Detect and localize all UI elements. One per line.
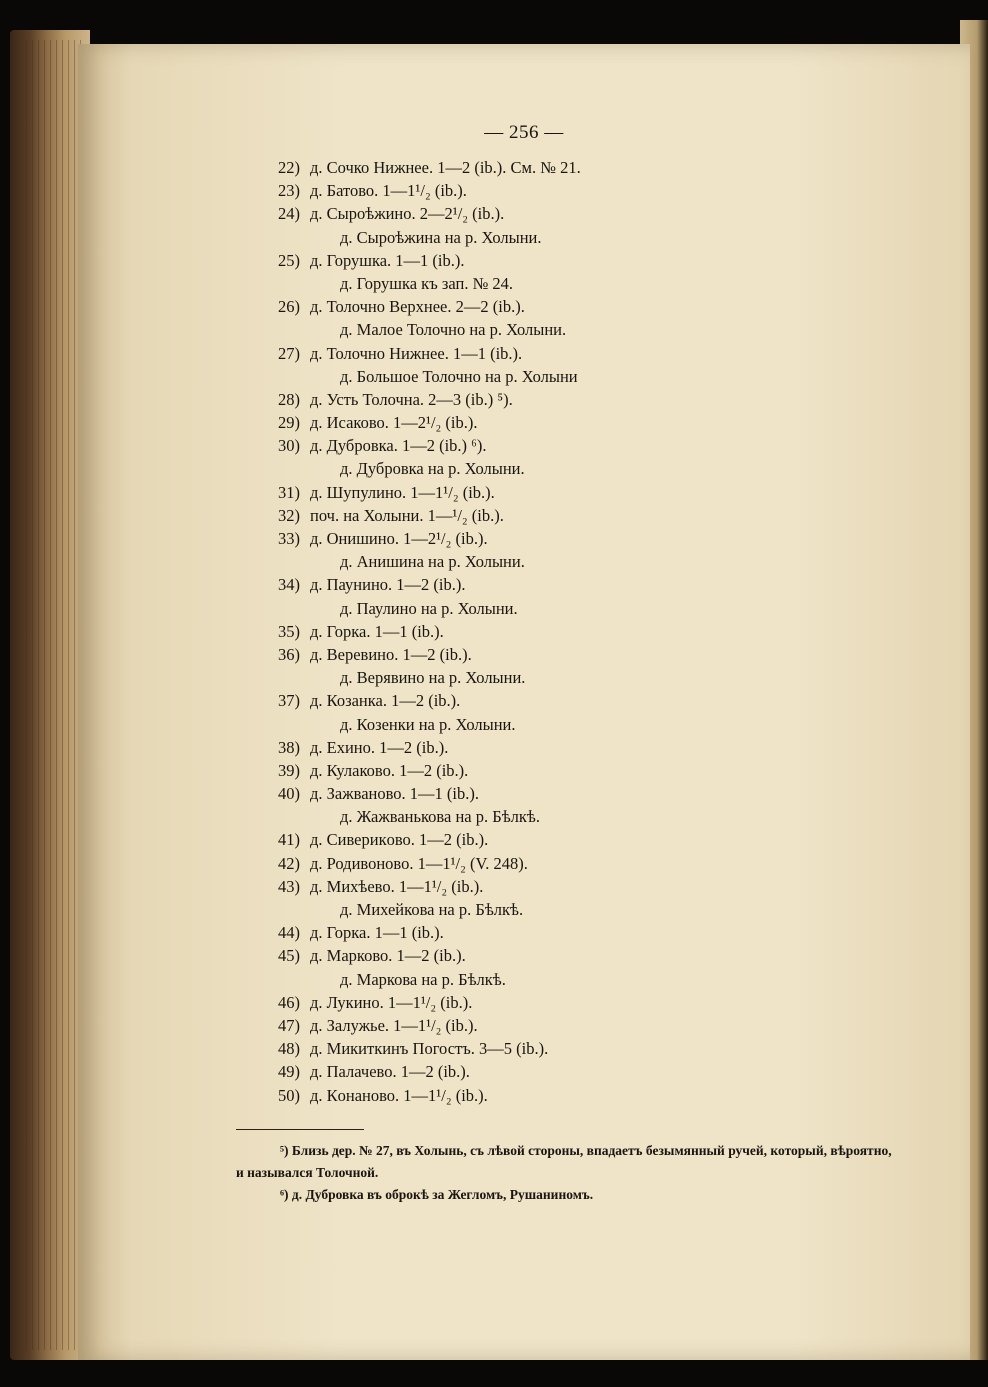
entry-note: д. Верявино на р. Холыни.	[340, 668, 526, 688]
entry-number: 40)	[278, 784, 300, 804]
entry-number: 25)	[278, 250, 300, 270]
footnote-rule	[236, 1129, 364, 1130]
entry-subline	[78, 970, 970, 993]
entry-text: д. Горка. 1—1 (ib.).	[310, 923, 444, 943]
entry-text: д. Кулаково. 1—2 (ib.).	[310, 760, 469, 780]
entry-text: д. Исаково. 1—2¹/₂ (ib.).	[310, 413, 478, 433]
entry-line	[78, 854, 970, 877]
entry-line	[78, 691, 970, 714]
entry-line	[78, 946, 970, 969]
entry-text: д. Козанка. 1—2 (ib.).	[310, 691, 461, 711]
entry-number: 23)	[278, 181, 300, 201]
entry-line	[78, 645, 970, 668]
entry-number: 49)	[278, 1062, 300, 1082]
entry-text: д. Паунино. 1—2 (ib.).	[310, 575, 466, 595]
entry-text: д. Онишино. 1—2¹/₂ (ib.).	[310, 529, 488, 548]
footnote-5: ⁵) Близь дер. № 27, въ Холынь, съ лѣвой стороны, впадаетъ безымянный ручей, который, вѣроятно, и назывался Толочной.	[236, 1143, 892, 1180]
entry-subline	[78, 668, 970, 691]
entry-text: д. Зажваново. 1—1 (ib.).	[310, 784, 479, 804]
entry-list	[78, 158, 970, 1109]
entry-number: 30)	[278, 436, 300, 456]
entry-note: д. Малое Толочно на р. Холыни.	[340, 320, 567, 340]
footnotes	[236, 1140, 896, 1206]
entry-note: д. Михейкова на р. Бѣлкѣ.	[340, 900, 524, 919]
entry-line	[78, 297, 970, 320]
entry-number: 36)	[278, 644, 300, 664]
entry-line	[78, 830, 970, 853]
entry-text: д. Веревино. 1—2 (ib.).	[310, 644, 472, 664]
entry-subline	[78, 228, 970, 251]
entry-line	[78, 1086, 970, 1109]
entry-note: д. Анишина на р. Холыни.	[340, 552, 525, 572]
entry-note: д. Паулино на р. Холыни.	[340, 598, 518, 618]
entry-note: д. Сыроѣжина на р. Холыни.	[340, 227, 542, 247]
entry-text: д. Ехино. 1—2 (ib.).	[310, 737, 449, 757]
entry-text: д. Микиткинъ Погостъ. 3—5 (ib.).	[310, 1039, 549, 1059]
entry-text: д. Марково. 1—2 (ib.).	[310, 946, 466, 966]
entry-number: 39)	[278, 760, 300, 780]
entry-text: д. Михѣево. 1—1¹/₂ (ib.).	[310, 876, 484, 896]
entry-line	[78, 204, 970, 227]
entry-text: д. Толочно Нижнее. 1—1 (ib.).	[310, 343, 523, 363]
entry-note: д. Жажванькова на р. Бѣлкѣ.	[340, 807, 540, 827]
entry-line	[78, 390, 970, 413]
entry-note: д. Дубровка на р. Холыни.	[340, 459, 525, 479]
entry-line	[78, 1062, 970, 1085]
entry-subline	[78, 367, 970, 390]
entry-line	[78, 761, 970, 784]
footnote-6: ⁶) д. Дубровка въ оброкѣ за Жегломъ, Рушаниномъ.	[280, 1187, 594, 1202]
entry-note: д. Козенки на р. Холыни.	[340, 714, 516, 734]
entry-line	[78, 181, 970, 204]
entry-subline	[78, 274, 970, 297]
entry-text: д. Горка. 1—1 (ib.).	[310, 621, 444, 641]
entry-line	[78, 993, 970, 1016]
entry-subline	[78, 599, 970, 622]
entry-line	[78, 483, 970, 506]
entry-number: 41)	[278, 830, 300, 850]
entry-number: 47)	[278, 1015, 300, 1035]
entry-subline	[78, 320, 970, 343]
entry-line	[78, 923, 970, 946]
entry-line	[78, 1016, 970, 1039]
page-number: — 256 —	[484, 122, 564, 143]
entry-text: д. Палачево. 1—2 (ib.).	[310, 1062, 470, 1082]
entry-number: 27)	[278, 343, 300, 363]
entry-line	[78, 506, 970, 529]
entry-text: д. Шупулино. 1—1¹/₂ (ib.).	[310, 482, 495, 502]
entry-text: поч. на Холыни. 1—¹/₂ (ib.).	[310, 505, 504, 525]
entry-number: 43)	[278, 876, 300, 896]
entry-number: 32)	[278, 505, 300, 525]
entry-number: 31)	[278, 482, 300, 502]
entry-text: д. Сыроѣжино. 2—2¹/₂ (ib.).	[310, 204, 505, 224]
entry-text: д. Сиверикoво. 1—2 (ib.).	[310, 830, 489, 850]
entry-number: 33)	[278, 529, 300, 548]
entry-number: 34)	[278, 575, 300, 595]
entry-line	[78, 1039, 970, 1062]
entry-number: 29)	[278, 413, 300, 433]
entry-number: 28)	[278, 389, 300, 409]
entry-note: д. Большое Толочно на р. Холыни	[340, 366, 578, 386]
entry-line	[78, 251, 970, 274]
entry-text: д. Батово. 1—1¹/₂ (ib.).	[310, 181, 467, 201]
entry-note: д. Горушка къ зап. № 24.	[340, 273, 514, 293]
entry-number: 48)	[278, 1039, 300, 1059]
entry-subline	[78, 807, 970, 830]
entry-line	[78, 436, 970, 459]
entry-line	[78, 529, 970, 552]
entry-text: д. Дубровка. 1—2 (ib.) ⁶).	[310, 436, 487, 456]
entry-text: д. Усть Толочна. 2—3 (ib.) ⁵).	[310, 389, 513, 409]
entry-number: 35)	[278, 621, 300, 641]
entry-text: д. Горушка. 1—1 (ib.).	[310, 250, 465, 270]
entry-line	[78, 784, 970, 807]
entry-number: 26)	[278, 297, 300, 317]
entry-line	[78, 622, 970, 645]
entry-text: д. Сочко Нижнее. 1—2 (ib.). См. № 21.	[310, 158, 581, 177]
entry-text: д. Лукино. 1—1¹/₂ (ib.).	[310, 992, 473, 1012]
entry-number: 46)	[278, 992, 300, 1012]
entry-subline	[78, 900, 970, 923]
entry-text: д. Родивоново. 1—1¹/₂ (V. 248).	[310, 853, 528, 873]
book-page	[78, 44, 970, 1360]
entry-line	[78, 344, 970, 367]
entry-line	[78, 413, 970, 436]
entry-text: д. Залужье. 1—1¹/₂ (ib.).	[310, 1015, 478, 1035]
entry-number: 45)	[278, 946, 300, 966]
entry-subline	[78, 715, 970, 738]
entry-line	[78, 877, 970, 900]
entry-line	[78, 158, 970, 181]
entry-line	[78, 575, 970, 598]
entry-number: 22)	[278, 158, 300, 177]
entry-note: д. Маркова на р. Бѣлкѣ.	[340, 969, 506, 989]
entry-number: 50)	[278, 1085, 300, 1105]
entry-text: д. Кoнаново. 1—1¹/₂ (ib.).	[310, 1085, 488, 1105]
entry-text: д. Толочно Верхнее. 2—2 (ib.).	[310, 297, 525, 317]
entry-number: 42)	[278, 853, 300, 873]
page-stack-lines	[26, 40, 86, 1350]
entry-subline	[78, 459, 970, 482]
entry-number: 44)	[278, 923, 300, 943]
entry-number: 38)	[278, 737, 300, 757]
entry-line	[78, 738, 970, 761]
entry-number: 37)	[278, 691, 300, 711]
entry-number: 24)	[278, 204, 300, 224]
entry-subline	[78, 552, 970, 575]
